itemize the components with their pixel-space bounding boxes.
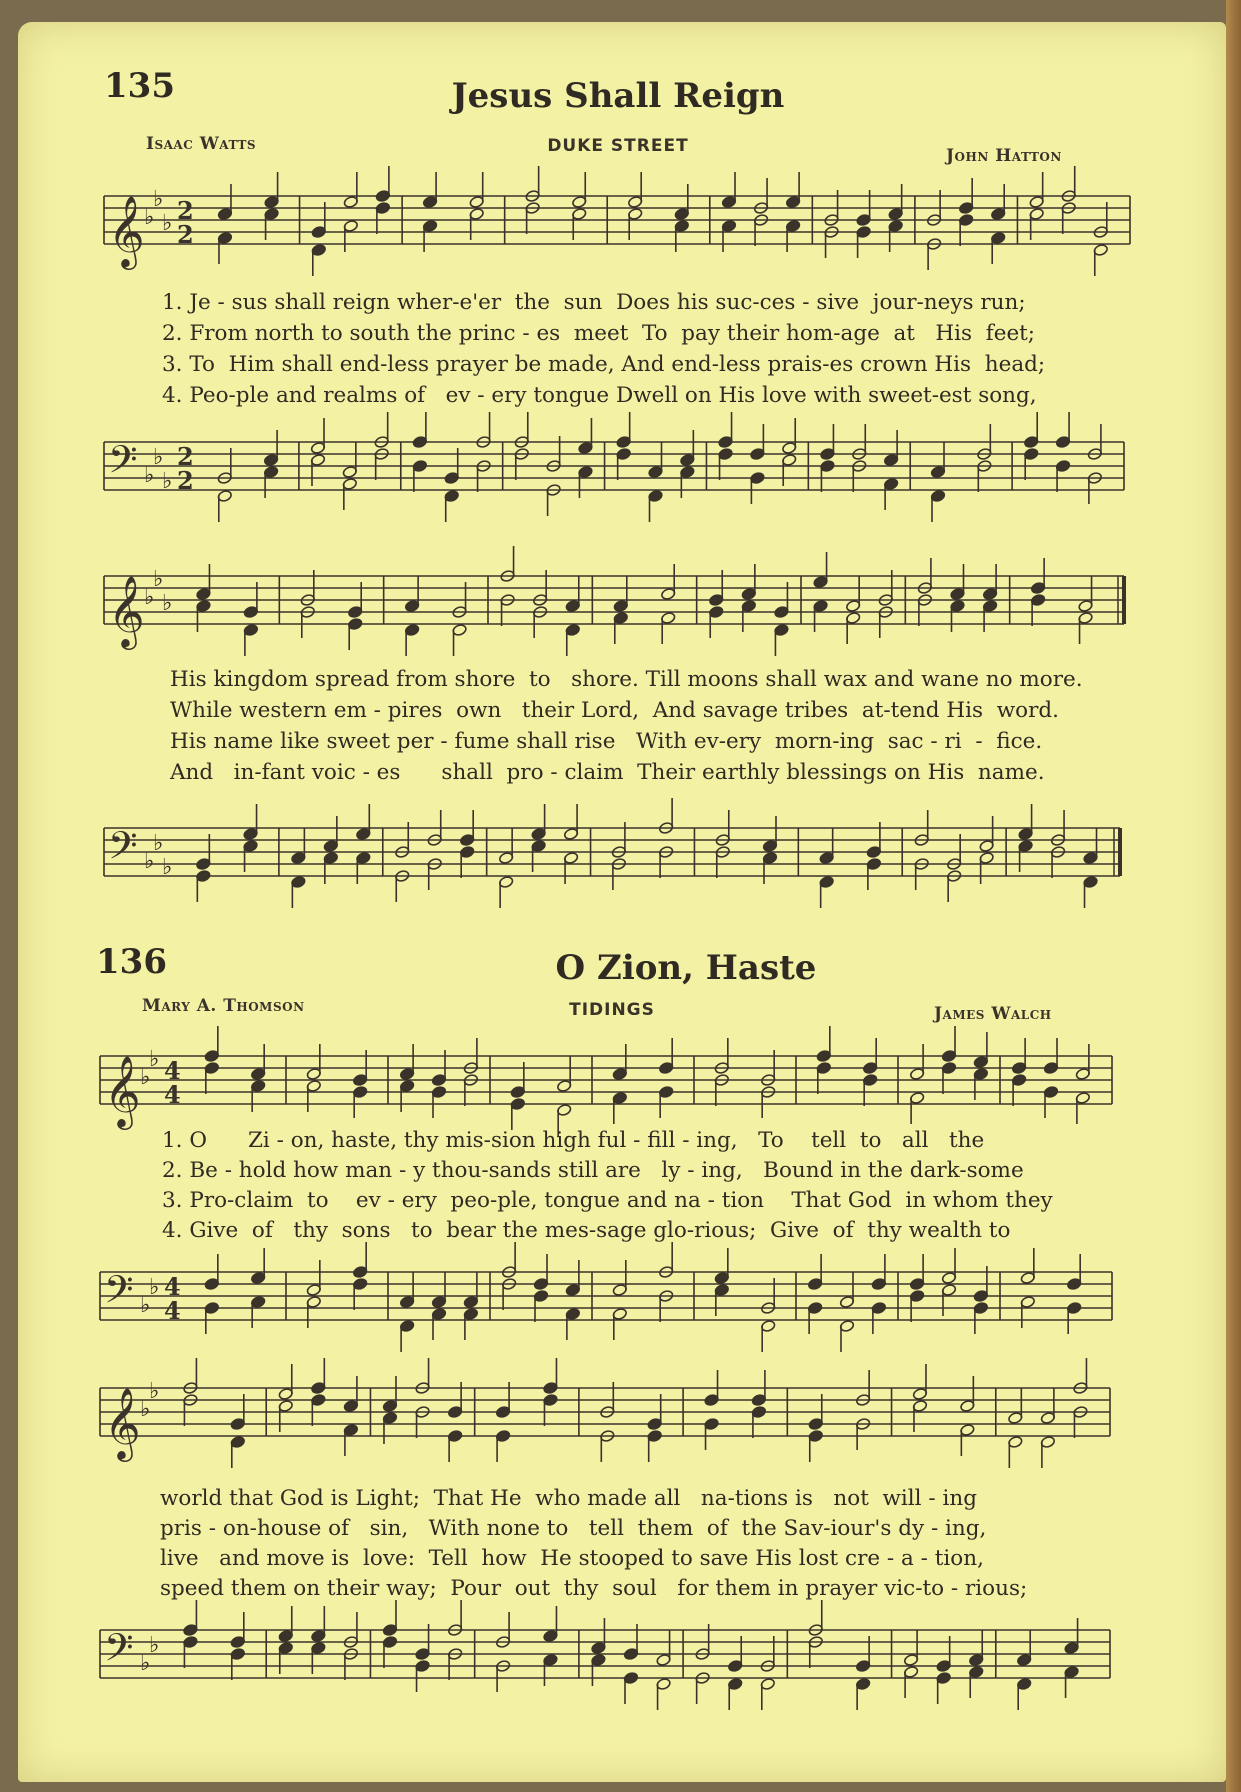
treble-staff bbox=[100, 1372, 1110, 1462]
composer-credit: James Walch bbox=[934, 1004, 1052, 1024]
flat-icon: ♭ bbox=[144, 205, 155, 230]
flat-icon: ♭ bbox=[153, 445, 164, 470]
flat-icon: ♭ bbox=[140, 1651, 151, 1676]
bass-clef-icon: 𝄢 bbox=[108, 437, 138, 491]
hymn-title: Jesus Shall Reign bbox=[451, 76, 785, 116]
lyric-line: 3. Pro-claim to ev - ery peo-ple, tongue and na - tion That God in whom they bbox=[162, 1188, 1053, 1213]
time-signature: 4 bbox=[164, 1056, 181, 1085]
flat-icon: ♭ bbox=[162, 591, 173, 616]
author-credit: Isaac Watts bbox=[146, 134, 257, 154]
treble-clef-icon: 𝄞 bbox=[104, 1054, 141, 1127]
treble-staff bbox=[104, 560, 1124, 650]
hymn-title: O Zion, Haste bbox=[555, 948, 817, 988]
flat-icon: ♭ bbox=[144, 463, 155, 488]
lyric-line: And in-fant voic - es shall pro - claim Their earthly blessings on His name. bbox=[170, 760, 1045, 785]
flat-icon: ♭ bbox=[149, 1275, 160, 1300]
treble-clef-icon: 𝄞 bbox=[108, 194, 145, 267]
treble-staff bbox=[100, 1040, 1112, 1130]
hymn-number: 135 bbox=[104, 66, 175, 106]
lyric-line: 2. Be - hold how man - y thou-sands still are ly - ing, Bound in the dark-some bbox=[162, 1158, 1024, 1183]
lyric-line: 3. To Him shall end-less prayer be made, And end-less prais-es crown His head; bbox=[162, 352, 1046, 377]
lyric-line: 1. Je - sus shall reign wher-e'er the sun Does his suc-ces - sive jour-neys run; bbox=[162, 290, 1026, 315]
time-signature: 2 bbox=[177, 220, 194, 249]
lyric-line: His name like sweet per - fume shall rise With ev-ery morn-ing sac - ri - fice. bbox=[170, 729, 1043, 754]
tune-name: DUKE STREET bbox=[547, 136, 689, 156]
time-signature: 4 bbox=[164, 1272, 181, 1301]
lyric-line: 1. O Zi - on, haste, thy mis-sion high ful - fill - ing, To tell to all the bbox=[162, 1128, 985, 1153]
flat-icon: ♭ bbox=[149, 1633, 160, 1658]
tune-name: TIDINGS bbox=[569, 1000, 655, 1020]
bass-staff bbox=[104, 818, 1120, 898]
time-signature: 2 bbox=[177, 196, 194, 225]
bass-clef-icon: 𝄢 bbox=[108, 823, 138, 877]
composer-credit: John Hatton bbox=[946, 146, 1062, 166]
time-signature: 4 bbox=[164, 1296, 181, 1325]
bass-staff bbox=[100, 1262, 1112, 1342]
bass-staff bbox=[104, 432, 1124, 512]
lyric-line: While western em - pires own their Lord, And savage tribes at-tend His word. bbox=[170, 698, 1059, 723]
treble-staff bbox=[104, 180, 1130, 270]
flat-icon: ♭ bbox=[153, 831, 164, 856]
lyric-line: 2. From north to south the princ - es meet To pay their hom-age at His feet; bbox=[162, 321, 1036, 346]
treble-clef-icon: 𝄞 bbox=[104, 1386, 141, 1459]
lyric-line: speed them on their way; Pour out thy soul for them in prayer vic-to - rious; bbox=[160, 1576, 1028, 1601]
flat-icon: ♭ bbox=[162, 211, 173, 236]
treble-clef-icon: 𝄞 bbox=[108, 574, 145, 647]
bass-staff bbox=[100, 1620, 1110, 1700]
flat-icon: ♭ bbox=[140, 1293, 151, 1318]
flat-icon: ♭ bbox=[140, 1397, 151, 1422]
time-signature: 2 bbox=[177, 466, 194, 495]
lyric-line: His kingdom spread from shore to shore. Till moons shall wax and wane no more. bbox=[170, 667, 1083, 692]
flat-icon: ♭ bbox=[144, 585, 155, 610]
flat-icon: ♭ bbox=[162, 855, 173, 880]
flat-icon: ♭ bbox=[162, 469, 173, 494]
author-credit: Mary A. Thomson bbox=[142, 996, 305, 1016]
flat-icon: ♭ bbox=[149, 1379, 160, 1404]
time-signature: 2 bbox=[177, 442, 194, 471]
background-edge bbox=[1226, 0, 1241, 1792]
flat-icon: ♭ bbox=[149, 1047, 160, 1072]
hymn-number: 136 bbox=[96, 942, 167, 982]
bass-clef-icon: 𝄢 bbox=[104, 1267, 134, 1321]
lyric-line: live and move is love: Tell how He stooped to save His lost cre - a - tion, bbox=[160, 1546, 984, 1571]
flat-icon: ♭ bbox=[153, 567, 164, 592]
flat-icon: ♭ bbox=[153, 187, 164, 212]
lyric-line: 4. Peo-ple and realms of ev - ery tongue Dwell on His love with sweet-est song, bbox=[162, 383, 1037, 408]
bass-clef-icon: 𝄢 bbox=[104, 1625, 134, 1679]
lyric-line: world that God is Light; That He who made all na-tions is not will - ing bbox=[160, 1486, 977, 1511]
flat-icon: ♭ bbox=[140, 1065, 151, 1090]
flat-icon: ♭ bbox=[144, 849, 155, 874]
time-signature: 4 bbox=[164, 1080, 181, 1109]
lyric-line: 4. Give of thy sons to bear the mes-sage glo-rious; Give of thy wealth to bbox=[162, 1218, 1011, 1243]
lyric-line: pris - on-house of sin, With none to tell them of the Sav-iour's dy - ing, bbox=[160, 1516, 987, 1541]
